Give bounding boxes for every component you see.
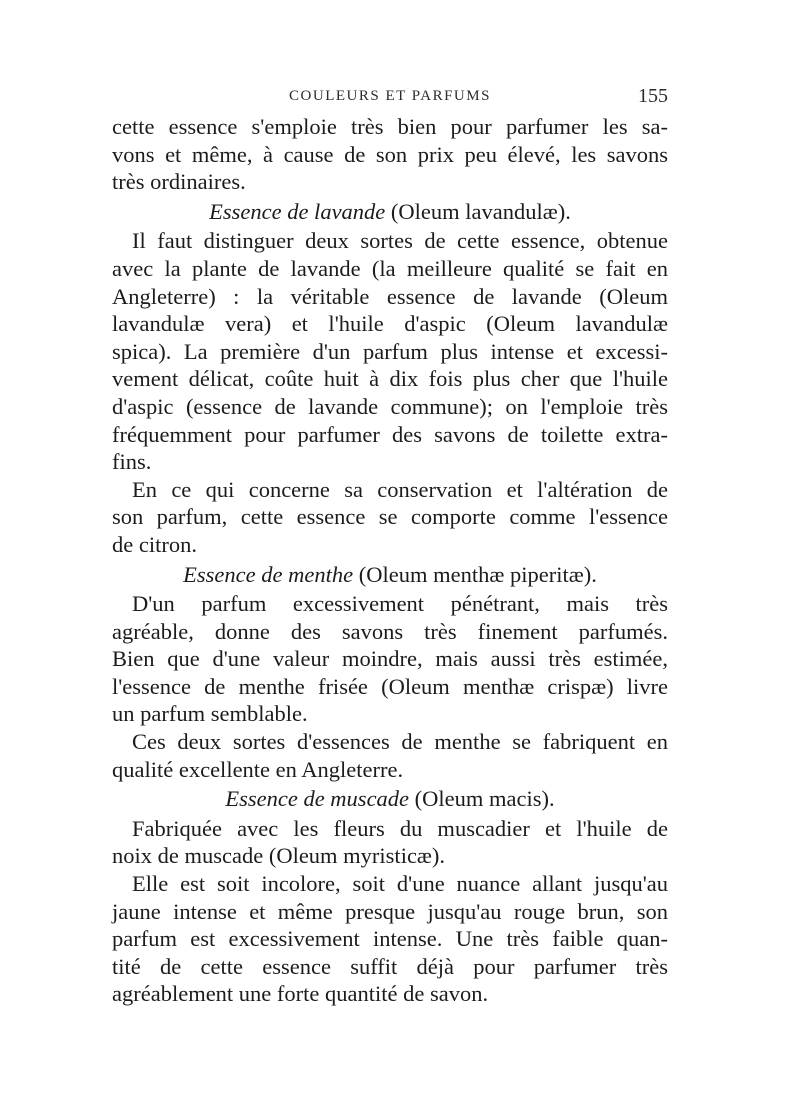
text-line: avec la plante de lavande (la meilleure qualité se fait en: [112, 255, 668, 281]
page-number: 155: [638, 85, 668, 107]
text-line: Bien que d'une valeur moindre, mais aussi très estimée,: [112, 646, 668, 672]
heading-italic: Essence de muscade: [225, 786, 410, 812]
heading-italic: Essence de lavande: [209, 198, 386, 224]
text-line: vement délicat, coûte huit à dix fois plus cher que l'huile: [112, 366, 668, 392]
text-line: Ces deux sortes d'essences de menthe se fabriquent en: [132, 729, 668, 755]
text-line: jaune intense et même presque jusqu'au rouge brun, son: [112, 898, 668, 924]
text-line: Il faut distinguer deux sortes de cette essence, obtenue: [132, 228, 668, 254]
section-heading-muscade: [112, 785, 668, 813]
text-line: D'un parfum excessivement pénétrant, mais très: [132, 591, 668, 617]
text-line: noix de muscade (Oleum myristicæ).: [112, 843, 446, 869]
text-line: Angleterre) : la véritable essence de lavande (Oleum: [112, 283, 668, 309]
text-line: En ce qui concerne sa conservation et l'altération de: [132, 476, 668, 502]
section-heading-lavande: [112, 198, 668, 226]
text-line: spica). La première d'un parfum plus intense et excessi-: [112, 338, 668, 364]
text-line: vons et même, à cause de son prix peu élevé, les savons: [112, 141, 668, 167]
text-line: fréquemment pour parfumer des savons de toilette extra-: [112, 421, 668, 447]
text-line: de citron.: [112, 531, 197, 557]
text-line: agréablement une forte quantité de savon.: [112, 981, 489, 1007]
running-title: COULEURS ET PARFUMS: [289, 88, 491, 104]
section-heading-menthe: [112, 561, 668, 589]
body-text: [112, 113, 668, 1008]
text-line: Elle est soit incolore, soit d'une nuance allant jusqu'au: [132, 871, 668, 897]
text-line: lavandulæ vera) et l'huile d'aspic (Oleum lavandulæ: [112, 311, 668, 337]
text-line: l'essence de menthe frisée (Oleum menthæ crispæ) livre: [112, 673, 668, 699]
text-line: fins.: [112, 449, 152, 475]
text-line: tité de cette essence suffit déjà pour parfumer très: [112, 953, 668, 979]
heading-italic: Essence de menthe: [183, 561, 354, 587]
text-line: parfum est excessivement intense. Une très faible quan-: [112, 926, 668, 952]
text-line: très ordinaires.: [112, 169, 246, 195]
heading-latin: (Oleum menthæ piperitæ).: [353, 561, 597, 587]
text-line: un parfum semblable.: [112, 701, 308, 727]
text-line: cette essence s'emploie très bien pour parfumer les sa-: [112, 114, 668, 139]
text-line: d'aspic (essence de lavande commune); on l'emploie très: [112, 393, 668, 419]
text-line: son parfum, cette essence se comporte comme l'essence: [112, 504, 668, 530]
heading-latin: (Oleum macis).: [409, 786, 555, 812]
text-line: agréable, donne des savons très finement parfumés.: [112, 618, 668, 644]
heading-latin: (Oleum lavandulæ).: [385, 198, 571, 224]
text-line: Fabriquée avec les fleurs du muscadier et l'huile de: [132, 815, 668, 841]
text-line: qualité excellente en Angleterre.: [112, 756, 404, 782]
running-head: [112, 85, 668, 110]
